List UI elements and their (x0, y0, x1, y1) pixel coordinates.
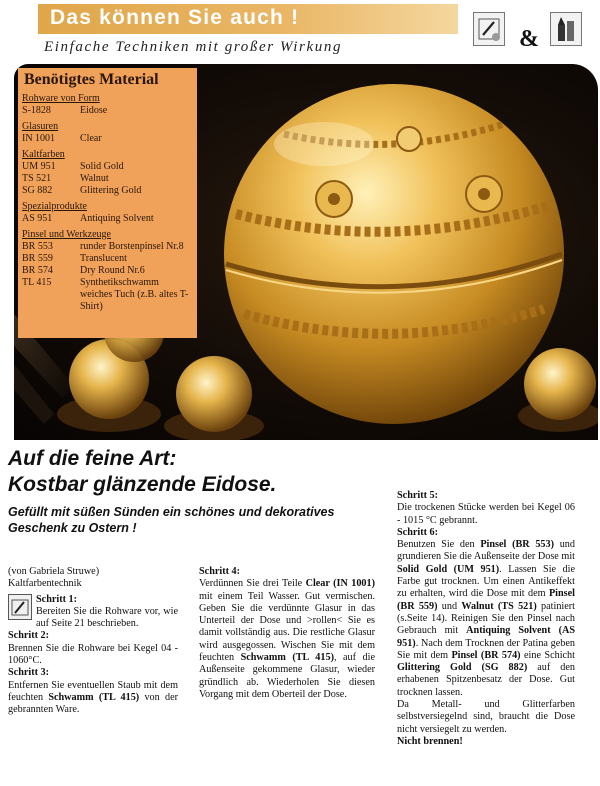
step-material-ref: Solid Gold (UM 951) (397, 563, 500, 575)
article-title-line: Kostbar glänzende Eidose. (8, 473, 277, 496)
material-row (22, 133, 193, 145)
material-group-title: Spezialprodukte (22, 201, 87, 212)
step-material-ref: Schwamm (TL 415) (240, 652, 334, 664)
material-row (22, 265, 193, 277)
step-material-ref: Pinsel (BR 559) (397, 588, 575, 612)
step-text: von der gebrannten Ware. (8, 691, 178, 716)
step-text: . Nach dem Trocknen der Patina geben Sie mit dem (397, 637, 575, 661)
step-material-ref: Pinsel (BR 574) (451, 649, 521, 661)
material-row (22, 161, 193, 173)
material-group-title: Rohware von Form (22, 93, 100, 104)
step-title: Schritt 3: (8, 667, 50, 679)
material-name: Walnut (80, 173, 109, 184)
step-6-text (397, 539, 575, 699)
article-title (8, 446, 276, 498)
step-title: Schritt 6: (397, 526, 439, 538)
material-name: weiches Tuch (z.B. altes T-Shirt) (80, 289, 189, 312)
material-name: Eidose (80, 105, 108, 116)
step-4-text (199, 578, 375, 701)
material-code: IN 1001 (22, 133, 56, 144)
material-row (22, 253, 193, 265)
text-column-2 (199, 566, 375, 701)
step-text: patiniert (s.Seite 14). Reinigen Sie den Pinsel nach Gebrauch mit (397, 600, 575, 637)
step-title: Schritt 2: (8, 630, 50, 642)
material-row (22, 173, 193, 185)
page-title: Das können Sie auch ! (50, 6, 300, 29)
brush-technique-icon (473, 12, 505, 46)
material-code: BR 553 (22, 241, 53, 252)
material-name: runder Borstenpinsel Nr.8 (80, 241, 184, 252)
material-name: Translucent (80, 253, 127, 264)
article-title-line: Auf die feine Art: (8, 447, 177, 470)
step-material-ref: Clear (IN 1001) (305, 578, 375, 590)
step-title: Schritt 4: (199, 566, 241, 577)
step-text: eine Schicht (520, 649, 575, 661)
step-text: Benutzen Sie den (397, 539, 481, 551)
material-name: Dry Round Nr.6 (80, 265, 145, 276)
material-code: BR 574 (22, 265, 53, 276)
step-material-ref: Pinsel (BR 553) (480, 539, 554, 551)
material-code: UM 951 (22, 161, 56, 172)
paint-technique-icon (550, 12, 582, 46)
step-text: . Lassen Sie die Farbe gut trocknen. Um einen Antikeffekt zu erhalten, wird die Dose mit dem (397, 563, 575, 600)
material-code: TS 521 (22, 173, 52, 184)
article-lead: Gefüllt mit süßen Sünden ein schönes und dekoratives Geschenk zu Ostern ! (8, 505, 335, 535)
final-note: Nicht brennen! (397, 735, 463, 747)
step-1 (8, 594, 178, 631)
step-material-ref: Glittering Gold (SG 882) (397, 662, 528, 674)
step-text: Da Metall- und Glitterfarben selbstversiegelnd sind, braucht die Dose nicht versiegelt zu werden. (397, 699, 575, 735)
material-code: AS 951 (22, 213, 53, 224)
text-column-3 (397, 490, 575, 748)
material-group-title: Glasuren (22, 121, 59, 132)
material-list (18, 68, 197, 338)
material-name: Solid Gold (80, 161, 124, 172)
step-material-ref: Schwamm (TL 415) (48, 691, 140, 703)
page-subtitle: Einfache Techniken mit großer Wirkung (44, 39, 343, 55)
material-row (22, 241, 193, 253)
material-row (22, 289, 193, 313)
step-text: und (437, 600, 462, 612)
material-name: Antiquing Solvent (80, 213, 154, 224)
step-text: Bereiten Sie die Rohware vor, wie auf Seite 21 beschrieben. (36, 605, 178, 630)
step-text: , auf die Außenseite gekommene Glasur, wieder gründlich ab. Wiederholen Sie diesen Vorgang mit dem Oberteil der Dose. (199, 652, 375, 700)
step-text: Entfernen Sie eventuellen Staub mit dem feuchten (8, 679, 178, 703)
step-text: mit einem Teil Wasser. Gut vermischen. Geben Sie die verdünnte Glasur in das Unterteil der Dose und >rollen< Sie es damit vollständig aus. Die restliche Glasur wird ausgegossen. Wischen Sie mit dem feuchten (199, 590, 375, 664)
material-code: TL 415 (22, 277, 52, 288)
step-text: Die trockenen Stücke werden bei Kegel 06 - 1015 °C gebrannt. (397, 502, 575, 526)
author-credit: (von Gabriela Struwe) (8, 566, 100, 577)
material-row (22, 185, 193, 197)
step-title: Schritt 1: (36, 593, 78, 605)
text-column-1 (8, 566, 178, 717)
material-group-title: Kaltfarben (22, 149, 65, 160)
step-3-text (8, 680, 178, 717)
step-text: auf den erhabenen Spitzenbesatz der Dose. Gut trocknen lassen. (397, 662, 575, 698)
material-row (22, 105, 193, 117)
material-row (22, 277, 193, 289)
material-group-title: Pinsel und Werkzeuge (22, 229, 111, 240)
material-row (22, 213, 193, 225)
step-text: Verdünnen Sie drei Teile (199, 578, 306, 590)
step-text: Brennen Sie die Rohware bei Kegel 04 - 1060°C. (8, 642, 178, 667)
material-code: S-1828 (22, 105, 51, 116)
material-code: BR 559 (22, 253, 53, 264)
step-material-ref: Walnut (TS 521) (461, 600, 537, 612)
material-name: Glittering Gold (80, 185, 142, 196)
material-code: SG 882 (22, 185, 53, 196)
ampersand-symbol: & (519, 26, 539, 52)
material-title: Benötigtes Material (24, 71, 159, 88)
material-name: Clear (80, 133, 102, 144)
step-material-ref: Antiquing Solvent (AS 951) (397, 625, 575, 649)
brush-technique-icon (8, 594, 32, 620)
material-name: Synthetikschwamm (80, 277, 159, 288)
technique-label: Kaltfarbentechnik (8, 578, 82, 590)
material-code (22, 289, 80, 313)
step-title: Schritt 5: (397, 490, 439, 501)
step-text: und grundieren Sie die Außenseite der Dose mit (397, 539, 575, 563)
